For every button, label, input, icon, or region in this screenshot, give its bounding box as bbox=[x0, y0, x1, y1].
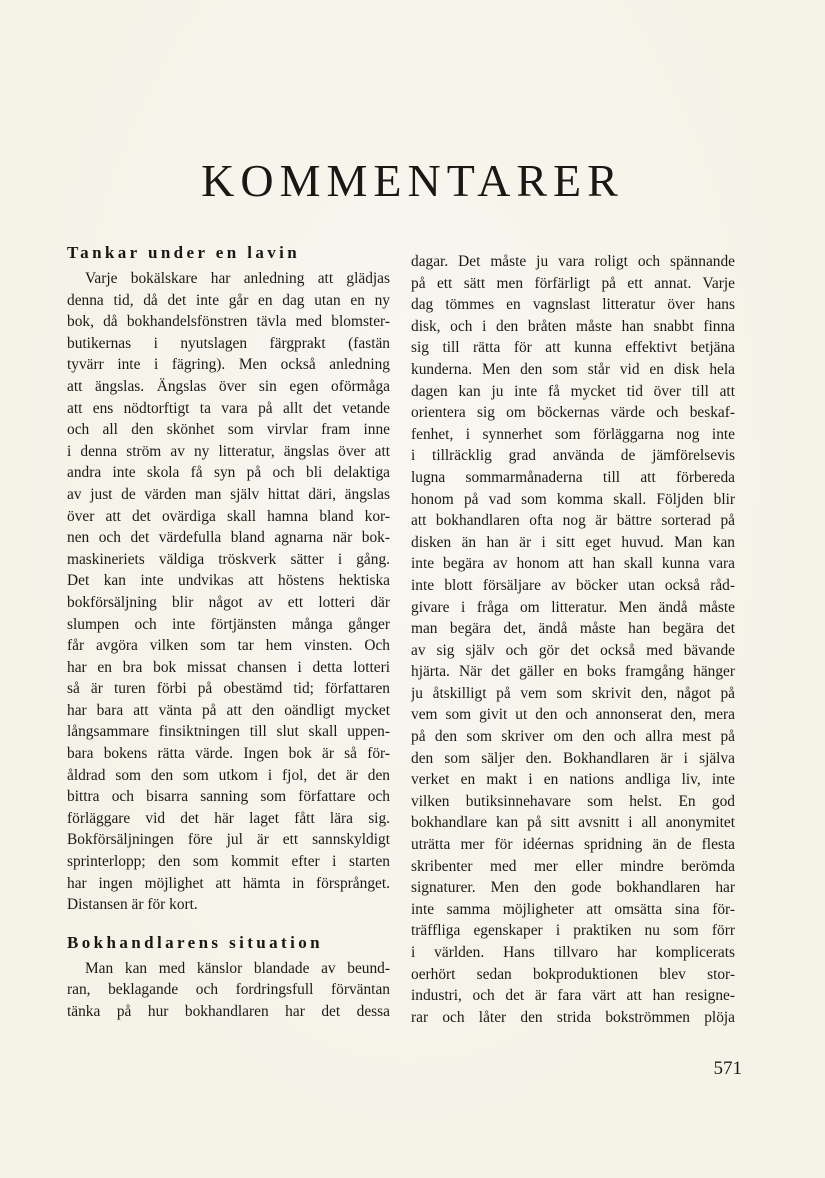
text-line: denna tid, då det inte går en dag utan en ny bbox=[67, 291, 390, 309]
text-line: nen och det värdefulla bland agnarna när bok- bbox=[67, 529, 390, 547]
text-line: bokförsäljning blir något av ett lotteri där bbox=[67, 593, 390, 611]
text-line: i denna ström av ny litteratur, ängslas över att bbox=[67, 442, 390, 460]
text-line: tyvärr inte i fägring). Men också anledning bbox=[67, 356, 390, 374]
text-line: av sig själv och gör det också med bävande bbox=[411, 641, 735, 659]
section-heading-tankar: Tankar under en lavin bbox=[67, 243, 301, 262]
text-line: butikernas i nyutslagen färgprakt (fastän bbox=[67, 334, 390, 352]
text-line: åldrad som den som utkom i fjol, det är den bbox=[67, 766, 390, 784]
text-line: Distansen är för kort. bbox=[67, 896, 198, 914]
text-line: över att det ovärdiga skall hamna bland kor- bbox=[67, 507, 390, 525]
page-title: KOMMENTARER bbox=[201, 155, 624, 206]
section-heading-bokhandlarens: Bokhandlarens situation bbox=[67, 932, 323, 952]
text-line: inte begära av honom att han skall kunna vara bbox=[411, 555, 735, 573]
text-line: bara bokens rätta värde. Ingen bok är så för- bbox=[67, 745, 390, 763]
text-line: ran, beklagande och fordringsfull förväntan bbox=[67, 981, 390, 999]
text-line: dagen kan ju inte få mycket tid över till att bbox=[411, 382, 735, 400]
text-line: honom på vad som komma skall. Följden blir bbox=[411, 490, 735, 508]
text-line: att ängslas. Ängslas över sin egen oförmåga bbox=[67, 377, 390, 395]
text-line: har en bra bok missat chansen i detta lotteri bbox=[67, 658, 390, 676]
text-line: sprinterlopp; den som kommit efter i starten bbox=[67, 853, 390, 871]
text-line: får avgöra vilken som tar hem vinsten. Och bbox=[67, 637, 390, 655]
right-column bbox=[411, 251, 735, 1028]
text-line: inte blott försäljare av böcker utan också råd- bbox=[411, 576, 735, 594]
text-line: dag tömmes en vagnslast litteratur över hans bbox=[411, 296, 735, 314]
text-line: Man kan med känslor blandade av beund- bbox=[85, 959, 390, 977]
text-line: kunderna. Men den som står vid en disk hela bbox=[411, 360, 735, 378]
text-line: i världen. Hans tillvaro har komplicerats bbox=[411, 944, 735, 961]
text-line: signaturer. Men den gode bokhandlaren har bbox=[411, 879, 735, 897]
text-line: disk, och i den bråten måste han snabbt finna bbox=[411, 317, 735, 335]
text-line: verket en makt i en nations andliga liv, inte bbox=[411, 771, 735, 789]
text-line: tänka på hur bokhandlaren har det dessa bbox=[67, 1003, 390, 1020]
text-line: oerhört sedan bokproduktionen blev stor- bbox=[411, 965, 735, 983]
text-line: långsammare finsiktningen till slut skall uppen- bbox=[67, 723, 390, 741]
text-line: lugna sommarmånaderna till att förbereda bbox=[411, 468, 735, 486]
text-line: den som säljer den. Bokhandlaren är i själva bbox=[411, 749, 735, 767]
text-line: i tillräcklig grad använda de jämförelsevis bbox=[411, 447, 735, 465]
text-line: sig till rätta för att kunna effektivt betjäna bbox=[411, 339, 735, 357]
text-line: att ens nödtorftigt ta vara på allt det vetande bbox=[67, 399, 390, 417]
text-line: och all den skönhet som virvlar fram inne bbox=[67, 421, 390, 439]
text-line: industri, och det är fara värt att han resigne- bbox=[411, 987, 735, 1005]
text-line: på ett sätt men förfärligt på ett annat. Varje bbox=[411, 274, 735, 292]
text-line: orientera sig om böckernas värde och beskaf- bbox=[411, 404, 735, 422]
text-line: hjärta. När det gäller en boks framgång hänger bbox=[411, 663, 735, 681]
text-line: maskineriets väldiga tröskverk sätter i gång. bbox=[67, 550, 390, 568]
text-line: Bokförsäljningen före jul är ett sannskyldigt bbox=[67, 831, 390, 849]
text-line: dagar. Det måste ju vara roligt och spännande bbox=[411, 253, 735, 270]
left-column bbox=[67, 243, 390, 1023]
page-number: 571 bbox=[713, 1058, 742, 1079]
text-line: man begära det, ändå måste han begära det bbox=[411, 620, 735, 638]
text-line: rar och låter den strida bokströmmen plöja bbox=[411, 1008, 735, 1026]
text-line: vem som givit ut den och annonserat den, mera bbox=[411, 706, 735, 724]
text-line: bittra och bisarra sanning som författare och bbox=[67, 788, 390, 806]
text-line: Det kan inte undvikas att höstens hektiska bbox=[67, 572, 390, 590]
text-line: skribenter med mer eller mindre berömda bbox=[411, 857, 735, 875]
text-line: inte samma möjligheter att omsätta sina för- bbox=[411, 900, 735, 918]
text-line: fenhet, i synnerhet som förläggarna nog inte bbox=[411, 425, 735, 443]
text-line: bokhandlare kan på sitt avsnitt i all anonymitet bbox=[411, 814, 735, 832]
text-line: av just de värden man själv hittat däri, ängslas bbox=[67, 485, 390, 503]
text-line: ju åtskilligt på vem som skrivit den, något på bbox=[411, 684, 735, 702]
paragraph-bokhandlarens bbox=[67, 958, 390, 1023]
text-line: förläggare vid det här laget fått lära sig. bbox=[67, 809, 390, 827]
text-line: Varje bokälskare har anledning att glädjas bbox=[85, 270, 390, 287]
text-line: slumpen och inte förtjänsten många gånger bbox=[67, 615, 390, 633]
text-line: uträtta mer för idéernas spridning än de flesta bbox=[411, 836, 735, 854]
text-line: vilken butiksinnehavare som helst. En god bbox=[411, 792, 735, 810]
text-line: att bokhandlaren ofta nog är bättre sorterad på bbox=[411, 512, 735, 530]
text-line: givare i fråga om litteratur. Men ändå måste bbox=[411, 598, 735, 616]
text-line: så är turen förbi på obestämd tid; författaren bbox=[67, 680, 390, 698]
text-line: har ingen möjlighet att hämta in försprånget. bbox=[67, 874, 390, 892]
text-line: på den som skriver om den och allra mest på bbox=[411, 728, 735, 746]
text-line: disken än han är i sitt eget huvud. Man kan bbox=[411, 533, 735, 551]
text-line: träffliga egenskaper i praktiken nu som förr bbox=[411, 922, 735, 940]
paragraph-tankar bbox=[67, 268, 390, 916]
text-line: bok, då bokhandelsfönstren tävla med blomster- bbox=[67, 313, 390, 331]
text-line: andra inte skola få syn på och bli delaktiga bbox=[67, 464, 390, 482]
text-line: har bara att vänta på att den oändligt mycket bbox=[67, 701, 390, 719]
